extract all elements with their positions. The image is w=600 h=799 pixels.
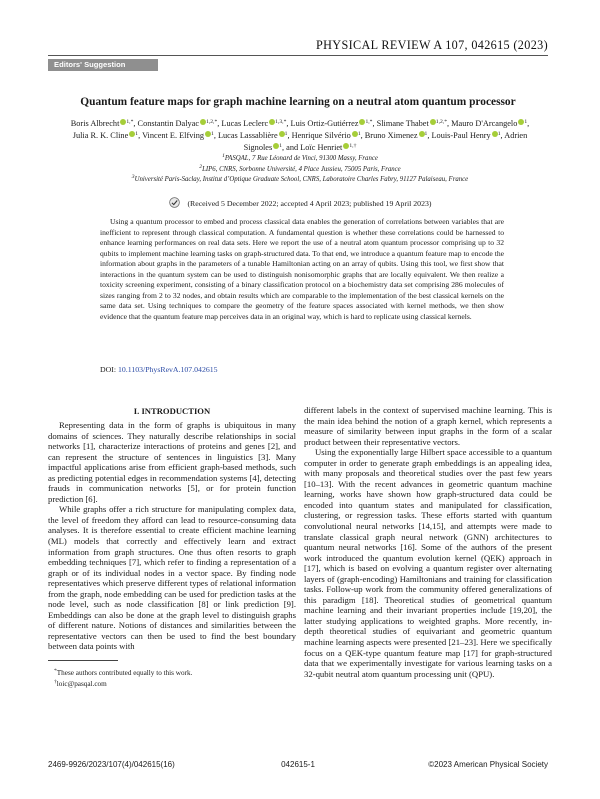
footnote: †loic@pasqal.com bbox=[54, 678, 107, 688]
footnote-rule bbox=[48, 660, 118, 661]
body-paragraph: While graphs offer a rich structure for manipulating complex data, the level of freedom they afford can lead to resource-consuming data analyses. It is therefore essential to create efficient machine learning (ML) models that correctly and effectively learn and extract information from graph structures. One thus often resorts to graph embedding techniques [7], which refer to finding a representation of a graph or of its individual nodes in a vector space. By finding node representatives which preserve different types of relational information from the graph, node embedding can be used for prediction tasks at the node level, such as node classification [8] or link prediction [9]. Embeddings can also be done at the graph level to distinguish graphs of different nature. Notions of distances and similarities between the representative vectors can then be used to find the best boundary between data points with bbox=[48, 504, 296, 652]
affiliations bbox=[60, 154, 540, 186]
body-column-right bbox=[304, 405, 552, 679]
affiliation: $^3$Université Paris-Saclay, Institut d’Optique Graduate School, CNRS, Laboratoire Charles Fabry, 91127 Palaiseau, France bbox=[131, 174, 469, 184]
footnote: *These authors contributed equally to this work. bbox=[54, 668, 193, 677]
footnotes bbox=[48, 668, 192, 689]
author-affiliation-mark: 1 bbox=[211, 130, 214, 137]
body-paragraph: Using the exponentially large Hilbert space accessible to a quantum computer in order to generate graph embeddings is an appealing idea, with many proposals and theoretical studies over the past few years [10–13]. With the recent advances in geometric quantum machine learning, works have shown how graph-structured data could be encoded into quantum states and manipulated for classification, clustering, or regression tasks. These efforts started with quantum convolutional neural networks [14,15], and attempts were made to translate classical graph neural network (GNN) architectures to quantum neural networks [16]. Some of the authors of the present work introduced the quantum evolution kernel (QEK) approach in [17], which is based on evolving a quantum register over alternating layers of (graph-encoding) Hamiltonians and training for classification tasks. Follow-up work from the community offered generalizations of this paradigm [18]. Theoretical studies of geometrical quantum machine learning and their invariant properties include [19,20], the latter studying applications to weighted graphs. More recently, in-depth theoretical studies of equivariant and geometric quantum machine learning aspects were presented [21–23]. Here we specifically focus on a QEK-type quantum feature map [17] for graph-structured data that we experimentally investigate for various learning tasks on a 32-qubit neutral atom quantum processing unit (QPU). bbox=[304, 447, 552, 679]
body-paragraph: Representing data in the form of graphs is ubiquitous in many domains of sciences. They naturally describe relationships in social networks [1], characterize interactions of proteins and genes [2], and can represent the structure of sentences in linguistics [3]. Many impactful applications arise from efficient graph-based methods, such as predicting potential edges in recommendation systems [4], detecting frauds in communication networks [5], or for protein function prediction [6]. bbox=[48, 420, 296, 504]
author-affiliation-mark: 1 bbox=[357, 130, 361, 137]
author-name: Mauro D'Arcangelo bbox=[451, 119, 518, 128]
abstract: Using a quantum processor to embed and process classical data enables the generation of correlations between variables that are inefficient to represent through classical computation. A fundamental question is whether these correlations could be harnessed to enhance learning performances on real data sets. Here we report the use of a neutral atom quantum processor comprising up to 32 qubits to implement machine learning tasks on graph-structured data. To that end, we introduce a quantum feature map to encode the information about graphs in the parameters of a tunable Hamiltonian acting on an array of qubits. Using this tool, we first show that interactions in the quantum system can be used to distinguish nonisomorphic graphs that are locally equivalent. We then realize a toxicity screening experiment, consisting of a binary classification protocol on a biochemistry data set comprising 286 molecules of sizes ranging from 2 to 32 nodes, and obtain results which are comparable to the implementation of the best classical kernels on the same data set. Using techniques to compare the geometry of the feature spaces associated with kernel methods, we then show evidence that the quantum feature map perceives data in an original way, which is hard to replicate using classical kernels. bbox=[100, 217, 504, 321]
author-name: Boris Albrecht bbox=[70, 119, 120, 128]
received-text: (Received 5 December 2022; accepted 4 April 2023; published 19 April 2023) bbox=[187, 199, 432, 208]
author-name: Vincent E. Elfving bbox=[142, 130, 205, 140]
body-column-left bbox=[48, 420, 296, 652]
author-name: Julia R. K. Cline bbox=[72, 130, 129, 140]
footer-page-number: 042615-1 bbox=[281, 760, 315, 769]
author-affiliation-mark: 1 bbox=[424, 130, 428, 137]
author-affiliation-mark: 1,* bbox=[365, 119, 373, 125]
author-affiliation-mark: 1,* bbox=[126, 119, 134, 125]
author-affiliation-mark: 1 bbox=[524, 119, 528, 125]
author-name: Slimane Thabet bbox=[376, 119, 429, 128]
body-paragraph: different labels in the context of supervised machine learning. This is the main idea behind the notion of a graph kernel, which represents a measure of similarity between input graphs in the form of a scalar product between their representative vectors. bbox=[304, 405, 552, 447]
affiliation: $^1$PASQAL, 7 Rue Léonard de Vinci, 91300 Massy, France bbox=[222, 153, 378, 162]
author-affiliation-mark: 1 bbox=[135, 130, 139, 137]
author-name: Lucas Leclerc bbox=[221, 119, 269, 128]
doi-line bbox=[100, 365, 218, 374]
author-affiliation-mark: 1 bbox=[279, 142, 282, 149]
author-affiliation-mark: 1 bbox=[284, 130, 288, 137]
header-rule bbox=[48, 55, 548, 56]
author-affiliation-mark: 1,3,* bbox=[275, 119, 287, 125]
doi-label: DOI: bbox=[100, 365, 117, 374]
author-name: Henrique Silvério bbox=[291, 130, 351, 140]
received-dates bbox=[0, 197, 600, 208]
author-name: Lucas Lassablière bbox=[217, 130, 278, 140]
author-name: Adrien Signoles bbox=[243, 130, 528, 152]
editors-suggestion-badge: Editors' Suggestion bbox=[48, 59, 158, 71]
crossmark-icon[interactable] bbox=[169, 197, 180, 208]
author-name: Luis Ortiz-Gutiérrez bbox=[290, 119, 359, 128]
footer-copyright: ©2023 American Physical Society bbox=[428, 760, 548, 769]
author-name: Loïc Henriet bbox=[300, 142, 343, 152]
section-heading: I. INTRODUCTION bbox=[133, 406, 211, 416]
journal-header: PHYSICAL REVIEW A 107, 042615 (2023) bbox=[316, 38, 548, 52]
author-affiliation-mark: 1,2,* bbox=[435, 119, 447, 125]
author-affiliation-mark: 1,† bbox=[349, 142, 357, 149]
footer-issn: 2469-9926/2023/107(4)/042615(16) bbox=[48, 760, 175, 769]
paper-title: Quantum feature maps for graph machine learning on a neutral atom quantum processor bbox=[80, 96, 516, 108]
author-affiliation-mark: 1 bbox=[497, 130, 501, 137]
doi-link[interactable]: 10.1103/PhysRevA.107.042615 bbox=[117, 365, 218, 374]
author-name: Constantin Dalyac bbox=[137, 119, 200, 128]
affiliation: $^2$LIP6, CNRS, Sorbonne Université, 4 Place Jussieu, 75005 Paris, France bbox=[199, 163, 401, 173]
author-affiliation-mark: 1,2,* bbox=[206, 119, 218, 125]
author-list: Boris Albrecht $^{1,*}$, Constantin Dalyac $^{1,2,*}$, Lucas Leclerc $^{1,3,*}$, Luis Ortiz-Gutiérrez $^{1,*}$, Slimane Thabet $^{1,2,*}$, Mauro D'Arcangelo $^1$, Julia R. K. Cline $^1$, Vincent E. Elfving $^1$, Lucas Lassablière $^1$, Henrique Silvério $^1$, Bruno Ximenez $^1$, Louis-Paul Henry $^1$, Adrien Signoles $^1$, and Loïc Henriet $^{1,\dagger}$ bbox=[70, 119, 530, 152]
author-name: Louis-Paul Henry bbox=[431, 130, 491, 140]
author-name: Bruno Ximenez bbox=[364, 130, 418, 140]
